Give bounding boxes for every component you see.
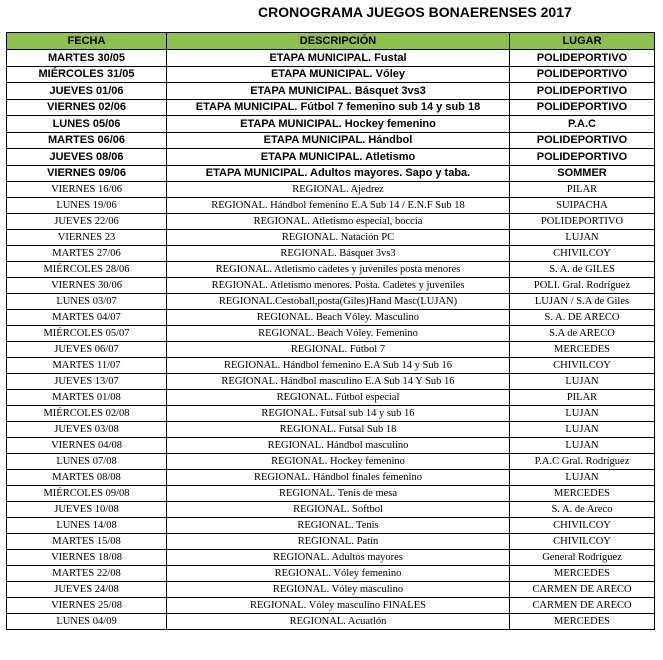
cell-lugar: MERCEDES <box>510 342 655 358</box>
cell-lugar: SUIPACHA <box>510 198 655 214</box>
header-fecha: FECHA <box>7 33 167 50</box>
table-row <box>7 246 655 262</box>
table-row <box>7 165 655 182</box>
cell-lugar: CARMEN DE ARECO <box>510 598 655 614</box>
cell-fecha: VIERNES 09/06 <box>7 165 167 182</box>
cell-descripcion: REGIONAL. Ajedrez <box>167 182 510 198</box>
cell-lugar: POLIDEPORTIVO <box>510 149 655 166</box>
cell-lugar: CARMEN DE ARECO <box>510 582 655 598</box>
cell-descripcion: REGIONAL. Fútbol especial <box>167 390 510 406</box>
cell-descripcion: REGIONAL.Cestoball,posta(Giles)Hand Masc(LUJAN) <box>167 294 510 310</box>
cell-fecha: VIERNES 25/08 <box>7 598 167 614</box>
table-row <box>7 582 655 598</box>
cell-fecha: JUEVES 22/06 <box>7 214 167 230</box>
cell-fecha: MARTES 08/08 <box>7 470 167 486</box>
cell-lugar: PILAR <box>510 182 655 198</box>
cell-lugar: LUJAN <box>510 470 655 486</box>
cell-lugar: P.A.C <box>510 116 655 133</box>
table-row <box>7 214 655 230</box>
table-row <box>7 406 655 422</box>
cell-fecha: LUNES 14/08 <box>7 518 167 534</box>
cell-descripcion: REGIONAL. Atletismo especial, boccia <box>167 214 510 230</box>
table-row <box>7 149 655 166</box>
cell-descripcion: REGIONAL. Tenis de mesa <box>167 486 510 502</box>
cell-descripcion: REGIONAL. Hándbol finales femenino <box>167 470 510 486</box>
cell-fecha: JUEVES 24/08 <box>7 582 167 598</box>
cell-lugar: S. A. DE ARECO <box>510 310 655 326</box>
page-title: CRONOGRAMA JUEGOS BONAERENSES 2017 <box>258 4 572 20</box>
cell-lugar: SOMMER <box>510 165 655 182</box>
table-header-row <box>7 33 655 50</box>
header-lugar: LUGAR <box>510 33 655 50</box>
header-descripcion: DESCRIPCIÓN <box>167 33 510 50</box>
cell-lugar: CHIVILCOY <box>510 246 655 262</box>
cell-fecha: MARTES 11/07 <box>7 358 167 374</box>
cell-lugar: POLIDEPORTIVO <box>510 132 655 149</box>
cell-descripcion: ETAPA MUNICIPAL. Fútbol 7 femenino sub 14 y sub 18 <box>167 99 510 116</box>
cell-descripcion: REGIONAL. Vóley masculino FINALES <box>167 598 510 614</box>
table-row <box>7 50 655 67</box>
cell-descripcion: REGIONAL. Adultos mayores <box>167 550 510 566</box>
cell-lugar: MERCEDES <box>510 486 655 502</box>
table-row <box>7 358 655 374</box>
table-row <box>7 294 655 310</box>
cell-fecha: MARTES 04/07 <box>7 310 167 326</box>
cell-fecha: MARTES 15/08 <box>7 534 167 550</box>
cell-lugar: POLIDEPORTIVO <box>510 99 655 116</box>
cell-fecha: MIÉRCOLES 09/08 <box>7 486 167 502</box>
table-row <box>7 486 655 502</box>
table-row <box>7 374 655 390</box>
cell-lugar: LUJAN / S.A de Giles <box>510 294 655 310</box>
cell-fecha: MIÉRCOLES 31/05 <box>7 66 167 83</box>
cell-lugar: POLIDEPORTIVO <box>510 214 655 230</box>
cell-lugar: MERCEDES <box>510 614 655 630</box>
table-row <box>7 342 655 358</box>
table-row <box>7 262 655 278</box>
cell-descripcion: ETAPA MUNICIPAL. Básquet 3vs3 <box>167 83 510 100</box>
table-row <box>7 454 655 470</box>
table-row <box>7 66 655 83</box>
table-row <box>7 422 655 438</box>
table-row <box>7 198 655 214</box>
cell-lugar: MERCEDES <box>510 566 655 582</box>
cell-descripcion: REGIONAL. Tenis <box>167 518 510 534</box>
cell-lugar: POLI. Gral. Rodríguez <box>510 278 655 294</box>
cell-descripcion: REGIONAL. Futsal Sub 18 <box>167 422 510 438</box>
cell-lugar: General Rodríguez <box>510 550 655 566</box>
cell-fecha: LUNES 05/06 <box>7 116 167 133</box>
cell-descripcion: REGIONAL. Patín <box>167 534 510 550</box>
table-row <box>7 550 655 566</box>
cell-descripcion: REGIONAL. Básquet 3vs3 <box>167 246 510 262</box>
table-row <box>7 83 655 100</box>
table-row <box>7 326 655 342</box>
cell-descripcion: ETAPA MUNICIPAL. Vóley <box>167 66 510 83</box>
cell-descripcion: REGIONAL. Hockey femenino <box>167 454 510 470</box>
cell-descripcion: REGIONAL. Hándbol masculino <box>167 438 510 454</box>
cell-descripcion: REGIONAL. Beach Vóley. Femenino <box>167 326 510 342</box>
table-row <box>7 132 655 149</box>
cell-fecha: MIÉRCOLES 02/08 <box>7 406 167 422</box>
table-row <box>7 390 655 406</box>
cell-fecha: JUEVES 03/08 <box>7 422 167 438</box>
cell-descripcion: REGIONAL. Vóley femenino <box>167 566 510 582</box>
schedule-table <box>6 32 655 630</box>
cell-lugar: LUJAN <box>510 230 655 246</box>
table-row <box>7 278 655 294</box>
cell-lugar: POLIDEPORTIVO <box>510 83 655 100</box>
cell-fecha: JUEVES 13/07 <box>7 374 167 390</box>
table-row <box>7 566 655 582</box>
cell-lugar: S. A. de Areco <box>510 502 655 518</box>
cell-lugar: CHIVILCOY <box>510 358 655 374</box>
table-row <box>7 116 655 133</box>
cell-fecha: MIÉRCOLES 05/07 <box>7 326 167 342</box>
cell-lugar: S.A de ARECO <box>510 326 655 342</box>
cell-fecha: JUEVES 08/06 <box>7 149 167 166</box>
cell-descripcion: REGIONAL. Atletismo cadetes y juveniles posta menores <box>167 262 510 278</box>
table-row <box>7 310 655 326</box>
table-row <box>7 614 655 630</box>
cell-fecha: LUNES 19/06 <box>7 198 167 214</box>
cell-descripcion: REGIONAL. Vóley masculino <box>167 582 510 598</box>
table-body <box>7 50 655 630</box>
cell-lugar: CHIVILCOY <box>510 534 655 550</box>
cell-fecha: JUEVES 01/06 <box>7 83 167 100</box>
cell-fecha: LUNES 03/07 <box>7 294 167 310</box>
table-row <box>7 470 655 486</box>
cell-lugar: CHIVILCOY <box>510 518 655 534</box>
cell-lugar: P.A.C Gral. Rodríguez <box>510 454 655 470</box>
cell-descripcion: REGIONAL. Hándbol femenino E.A Sub 14 y Sub 16 <box>167 358 510 374</box>
cell-fecha: MIÉRCOLES 28/06 <box>7 262 167 278</box>
cell-fecha: VIERNES 18/08 <box>7 550 167 566</box>
table-row <box>7 99 655 116</box>
table-row <box>7 598 655 614</box>
cell-fecha: MARTES 01/08 <box>7 390 167 406</box>
cell-fecha: MARTES 27/06 <box>7 246 167 262</box>
table-row <box>7 502 655 518</box>
cell-fecha: JUEVES 06/07 <box>7 342 167 358</box>
cell-descripcion: REGIONAL. Fútbol 7 <box>167 342 510 358</box>
cell-descripcion: REGIONAL. Softbol <box>167 502 510 518</box>
cell-descripcion: REGIONAL. Beach Vóley. Masculino <box>167 310 510 326</box>
cell-fecha: VIERNES 02/06 <box>7 99 167 116</box>
cell-fecha: JUEVES 10/08 <box>7 502 167 518</box>
cell-descripcion: REGIONAL. Hándbol femenino E.A Sub 14 / E.N.F Sub 18 <box>167 198 510 214</box>
cell-lugar: LUJAN <box>510 438 655 454</box>
cell-descripcion: ETAPA MUNICIPAL. Atletismo <box>167 149 510 166</box>
cell-fecha: VIERNES 30/06 <box>7 278 167 294</box>
cell-lugar: LUJAN <box>510 406 655 422</box>
cell-descripcion: ETAPA MUNICIPAL. Hockey femenino <box>167 116 510 133</box>
table-row <box>7 230 655 246</box>
cell-fecha: MARTES 22/08 <box>7 566 167 582</box>
cell-lugar: LUJAN <box>510 374 655 390</box>
cell-descripcion: REGIONAL. Acuatlón <box>167 614 510 630</box>
cell-lugar: POLIDEPORTIVO <box>510 66 655 83</box>
cell-fecha: VIERNES 16/06 <box>7 182 167 198</box>
table-row <box>7 182 655 198</box>
cell-fecha: LUNES 07/08 <box>7 454 167 470</box>
cell-fecha: MARTES 30/05 <box>7 50 167 67</box>
cell-fecha: LUNES 04/09 <box>7 614 167 630</box>
cell-descripcion: ETAPA MUNICIPAL. Adultos mayores. Sapo y taba. <box>167 165 510 182</box>
cell-descripcion: REGIONAL. Natación PC <box>167 230 510 246</box>
table-row <box>7 518 655 534</box>
cell-fecha: VIERNES 23 <box>7 230 167 246</box>
cell-lugar: LUJAN <box>510 422 655 438</box>
cell-descripcion: REGIONAL. Atletismo menores. Posta. Cadetes y juveniles <box>167 278 510 294</box>
cell-descripcion: ETAPA MUNICIPAL. Fustal <box>167 50 510 67</box>
table-row <box>7 534 655 550</box>
cell-lugar: PILAR <box>510 390 655 406</box>
cell-fecha: VIERNES 04/08 <box>7 438 167 454</box>
cell-lugar: POLIDEPORTIVO <box>510 50 655 67</box>
cell-descripcion: ETAPA MUNICIPAL. Hándbol <box>167 132 510 149</box>
cell-descripcion: REGIONAL. Futsal sub 14 y sub 16 <box>167 406 510 422</box>
cell-descripcion: REGIONAL. Hándbol masculino E.A Sub 14 Y Sub 16 <box>167 374 510 390</box>
cell-fecha: MARTES 06/06 <box>7 132 167 149</box>
table-row <box>7 438 655 454</box>
cell-lugar: S. A. de GILES <box>510 262 655 278</box>
